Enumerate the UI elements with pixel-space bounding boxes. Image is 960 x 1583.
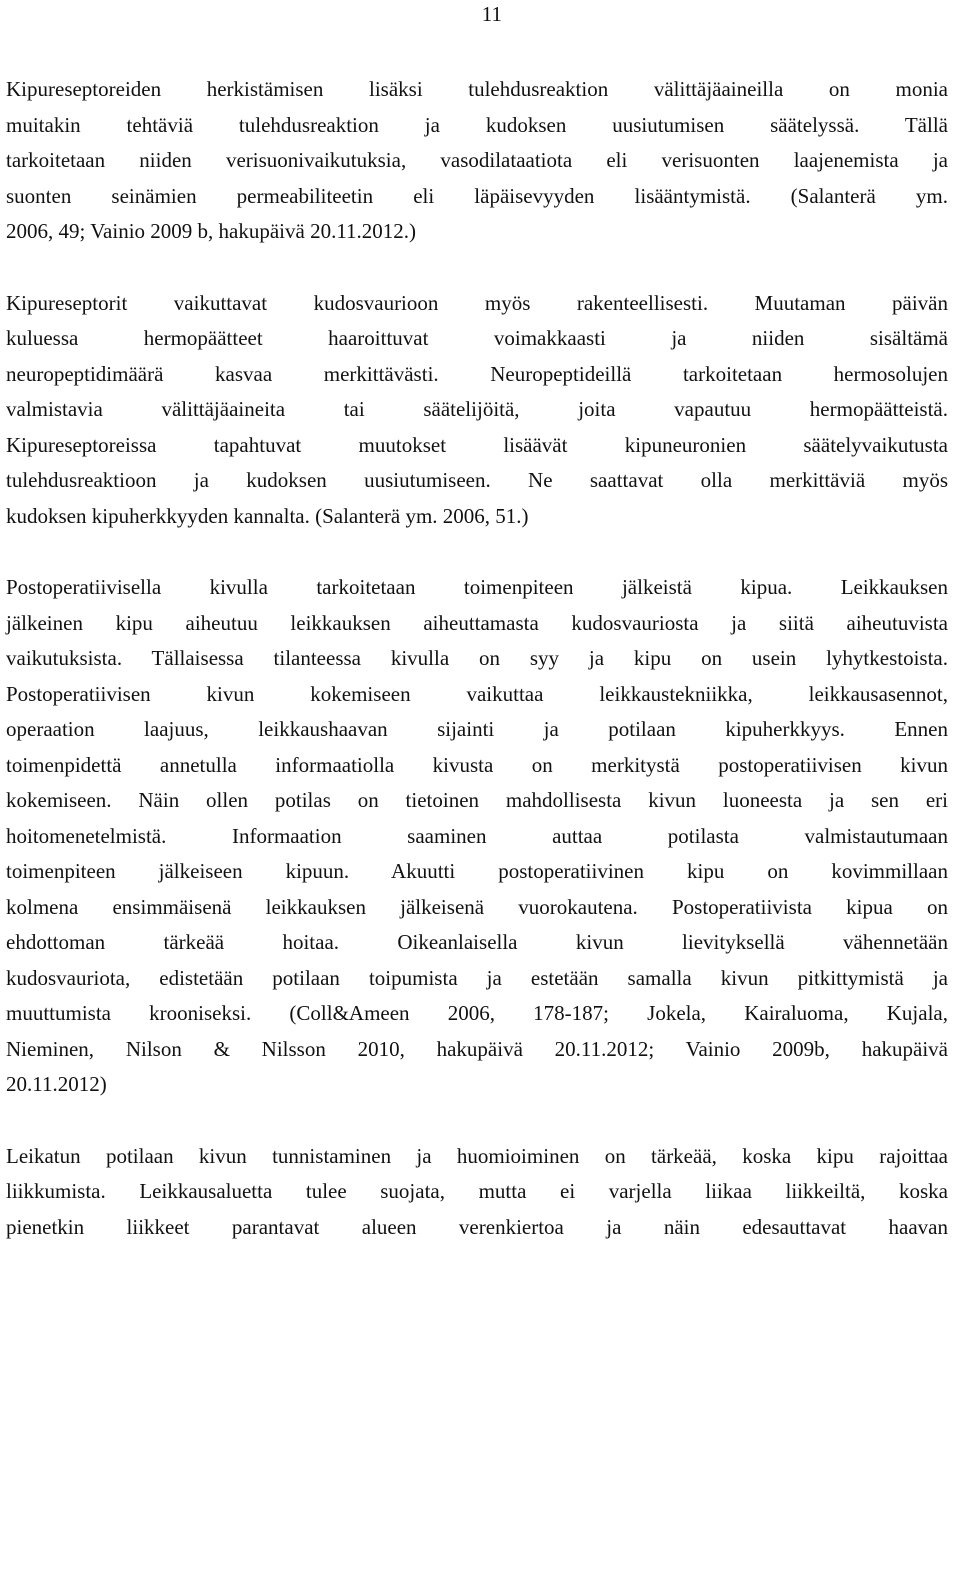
text-line: suonten seinämien permeabiliteetin eli läpäisevyyden lisääntymistä. (Salanterä ym.	[6, 183, 948, 208]
text-line: Kipureseptoreiden herkistämisen lisäksi tulehdusreaktion välittäjäaineilla on monia	[6, 77, 948, 101]
paragraph-kipureseptorit-rakenteellisesti	[6, 286, 948, 535]
text-line: hoitomenetelmistä. Informaation saaminen auttaa potilasta valmistautumaan	[6, 823, 948, 848]
text-line: operaation laajuus, leikkaushaavan sijainti ja potilaan kipuherkkyys. Ennen	[6, 717, 948, 741]
text-line: kudoksen kipuherkkyyden kannalta. (Salanterä ym. 2006, 51.)	[6, 503, 529, 528]
text-line: 2006, 49; Vainio 2009 b, hakupäivä 20.11.2012.)	[6, 219, 417, 243]
text-line: toimenpidettä annetulla informaatiolla kivusta on merkitystä postoperatiivisen kivun	[6, 752, 948, 777]
document-body	[6, 72, 948, 1281]
text-line: ehdottoman tärkeää hoitaa. Oikeanlaisella kivun lievityksellä vähennetään	[6, 930, 948, 954]
text-line: tulehdusreaktioon ja kudoksen uusiutumiseen. Ne saattavat olla merkittäviä myös	[6, 468, 948, 492]
text-line: muitakin tehtäviä tulehdusreaktion ja kudoksen uusiutumisen säätelyssä. Tällä	[6, 112, 948, 137]
page-number: 11	[481, 2, 502, 26]
text-line: valmistavia välittäjäaineita tai säätelijöitä, joita vapautuu hermopäätteistä.	[6, 397, 948, 421]
text-line: Kipureseptorit vaikuttavat kudosvaurioon myös rakenteellisesti. Muutaman päivän	[6, 290, 948, 315]
text-line: kudosvauriota, edistetään potilaan toipumista ja estetään samalla kivun pitkittymistä ja	[6, 965, 948, 990]
text-line: neuropeptidimäärä kasvaa merkittävästi. Neuropeptideillä tarkoitetaan hermosolujen	[6, 361, 948, 386]
text-line: pienetkin liikkeet parantavat alueen verenkiertoa ja näin edesauttavat haavan	[6, 1214, 948, 1239]
text-line: tarkoitetaan niiden verisuonivaikutuksia, vasodilataatiota eli verisuonten laajenemista ja	[6, 148, 948, 172]
text-line: Postoperatiivisen kivun kokemiseen vaikuttaa leikkaustekniikka, leikkausasennot,	[6, 681, 948, 706]
paragraph-kipureseptorit-herkistaminen	[6, 72, 948, 250]
text-line: Leikatun potilaan kivun tunnistaminen ja huomioiminen on tärkeää, koska kipu rajoittaa	[6, 1143, 948, 1168]
text-line: kolmena ensimmäisenä leikkauksen jälkeisenä vuorokautena. Postoperatiivista kipua on	[6, 894, 948, 919]
text-line: Nieminen, Nilson & Nilsson 2010, hakupäivä 20.11.2012; Vainio 2009b, hakupäivä	[6, 1036, 948, 1061]
text-line: muuttumista krooniseksi. (Coll&Ameen 2006, 178-187; Jokela, Kairaluoma, Kujala,	[6, 1001, 948, 1025]
text-line: 20.11.2012)	[6, 1072, 107, 1096]
text-line: kokemiseen. Näin ollen potilas on tietoinen mahdollisesta kivun luoneesta ja sen eri	[6, 788, 948, 812]
text-line: liikkumista. Leikkausaluetta tulee suojata, mutta ei varjella liikaa liikkeiltä, koska	[6, 1179, 948, 1203]
paragraph-postoperatiivinen-kipu	[6, 570, 948, 1103]
paragraph-leikatun-potilaan-kipu	[6, 1139, 948, 1246]
text-line: vaikutuksista. Tällaisessa tilanteessa kivulla on syy ja kipu on usein lyhytkestoista.	[6, 646, 948, 670]
text-line: kuluessa hermopäätteet haaroittuvat voimakkaasti ja niiden sisältämä	[6, 326, 948, 350]
text-line: toimenpiteen jälkeiseen kipuun. Akuutti postoperatiivinen kipu on kovimmillaan	[6, 859, 948, 883]
text-line: Kipureseptoreissa tapahtuvat muutokset lisäävät kipuneuronien säätelyvaikutusta	[6, 432, 948, 457]
text-line: jälkeinen kipu aiheutuu leikkauksen aiheuttamasta kudosvauriosta ja siitä aiheutuvista	[6, 610, 948, 635]
text-line: Postoperatiivisella kivulla tarkoitetaan toimenpiteen jälkeistä kipua. Leikkauksen	[6, 575, 948, 599]
